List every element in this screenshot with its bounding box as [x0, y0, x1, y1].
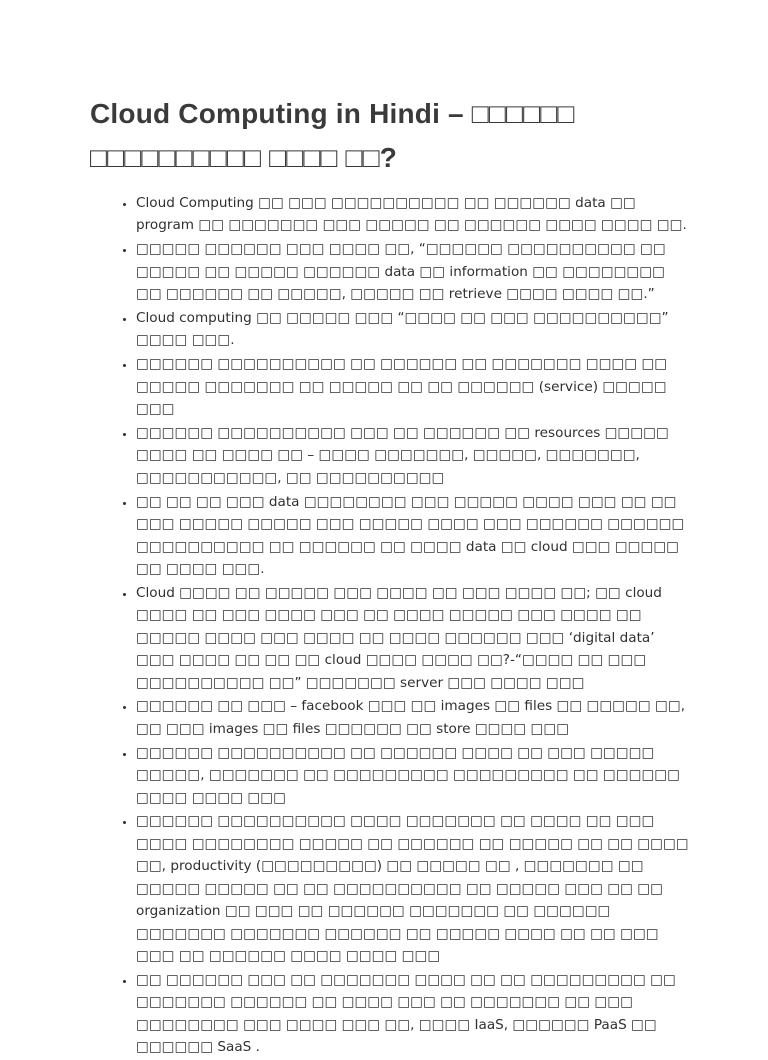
list-item: • □□□□□□ □□□□□□□□□□ □□ □□□□□□ □□□□ □□ □□□ □□□□□ □□□□□, □□□□□□□ □□ □□□□□□□□□ □□□□□□□□□ □□ □□□□□□ □□□□ □□□□ □□□	[136, 742, 690, 809]
list-item: • □□ □□□□□□ □□□ □□ □□□□□□□ □□□□ □□ □□ □□□□□□□□□ □□ □□□□□□□ □□□□□□ □□ □□□□ □□□ □□ □□□□□□□ □□ □□□ □□□□□□□□ □□□ □□□□ □□□ □□, □□□□ IaaS, □□□□□□ PaaS □□ □□□□□□ SaaS .	[136, 969, 690, 1059]
list-item: • □□□□□□ □□□□□□□□□□ □□□□ □□□□□□□ □□ □□□□ □□ □□□ □□□□ □□□□□□□□ □□□□□ □□ □□□□□□ □□ □□□□□ □□ □□ □□□□ □□, productivity (□□□□□□□□□) □□ □□□□□ □□ , □□□□□□□ □□ □□□□□ □□□□□ □□ □□ □□□□□□□□□□ □□ □□□□□ □□□ □□ □□ organization □□ □□□ □□ □□□□□□ □□□□□□□ □□ □□□□□□ □□□□□□□ □□□□□□□ □□□□□□ □□ □□□□□ □□□□ □□ □□ □□□ □□□ □□ □□□□□□ □□□□ □□□□ □□□	[136, 810, 690, 967]
list-item: • Cloud Computing □□ □□□ □□□□□□□□□□ □□ □□□□□□ data □□ program □□ □□□□□□□ □□□ □□□□□ □□ □□□□□□ □□□□ □□□□ □□.	[136, 192, 690, 237]
list-item: • □□ □□ □□ □□□ data □□□□□□□□ □□□ □□□□□ □□□□ □□□ □□ □□ □□□ □□□□□ □□□□□ □□□ □□□□□ □□□□ □□□ □□□□□□ □□□□□□ □□□□□□□□□□ □□ □□□□□□ □□ □□□□ data □□ cloud □□□ □□□□□ □□ □□□□ □□□.	[136, 491, 690, 581]
list-item: • □□□□□□ □□ □□□ – facebook □□□ □□ images □□ files □□ □□□□□ □□, □□ □□□ images □□ files □□□□□□ □□ store □□□□ □□□	[136, 695, 690, 740]
list-item: • □□□□□ □□□□□□ □□□ □□□□ □□, “□□□□□□ □□□□□□□□□□ □□ □□□□□ □□ □□□□□ □□□□□□ data □□ information □□ □□□□□□□□ □□ □□□□□□ □□ □□□□□, □□□□□ □□ retrieve □□□□ □□□□ □□.”	[136, 238, 690, 305]
list-item: • Cloud computing □□ □□□□□ □□□ “□□□□ □□ □□□ □□□□□□□□□□” □□□□ □□□.	[136, 307, 690, 352]
article	[90, 92, 690, 1060]
list-item: • □□□□□□ □□□□□□□□□□ □□□ □□ □□□□□□ □□ resources □□□□□ □□□□ □□ □□□□ □□ – □□□□ □□□□□□□, □□□□□, □□□□□□□, □□□□□□□□□□□, □□ □□□□□□□□□□	[136, 422, 690, 489]
list-item: • Cloud □□□□ □□ □□□□□ □□□ □□□□ □□ □□□ □□□□ □□; □□ cloud □□□□ □□ □□□ □□□□ □□□ □□ □□□□ □□□□□ □□□ □□□□ □□ □□□□□ □□□□ □□□ □□□□ □□ □□□□ □□□□□□ □□□ ‘digital data’ □□□ □□□□ □□ □□ □□ cloud □□□□ □□□□ □□?-“□□□□ □□ □□□ □□□□□□□□□□ □□” □□□□□□□ server □□□ □□□□ □□□	[136, 582, 690, 694]
page-title: Cloud Computing in Hindi – □□□□□□ □□□□□□□□□□ □□□□ □□?	[90, 98, 575, 173]
bullet-list	[90, 192, 690, 1058]
list-item: • □□□□□□ □□□□□□□□□□ □□ □□□□□□ □□ □□□□□□□ □□□□ □□ □□□□□ □□□□□□□ □□ □□□□□ □□ □□ □□□□□□ (service) □□□□□ □□□	[136, 353, 690, 420]
